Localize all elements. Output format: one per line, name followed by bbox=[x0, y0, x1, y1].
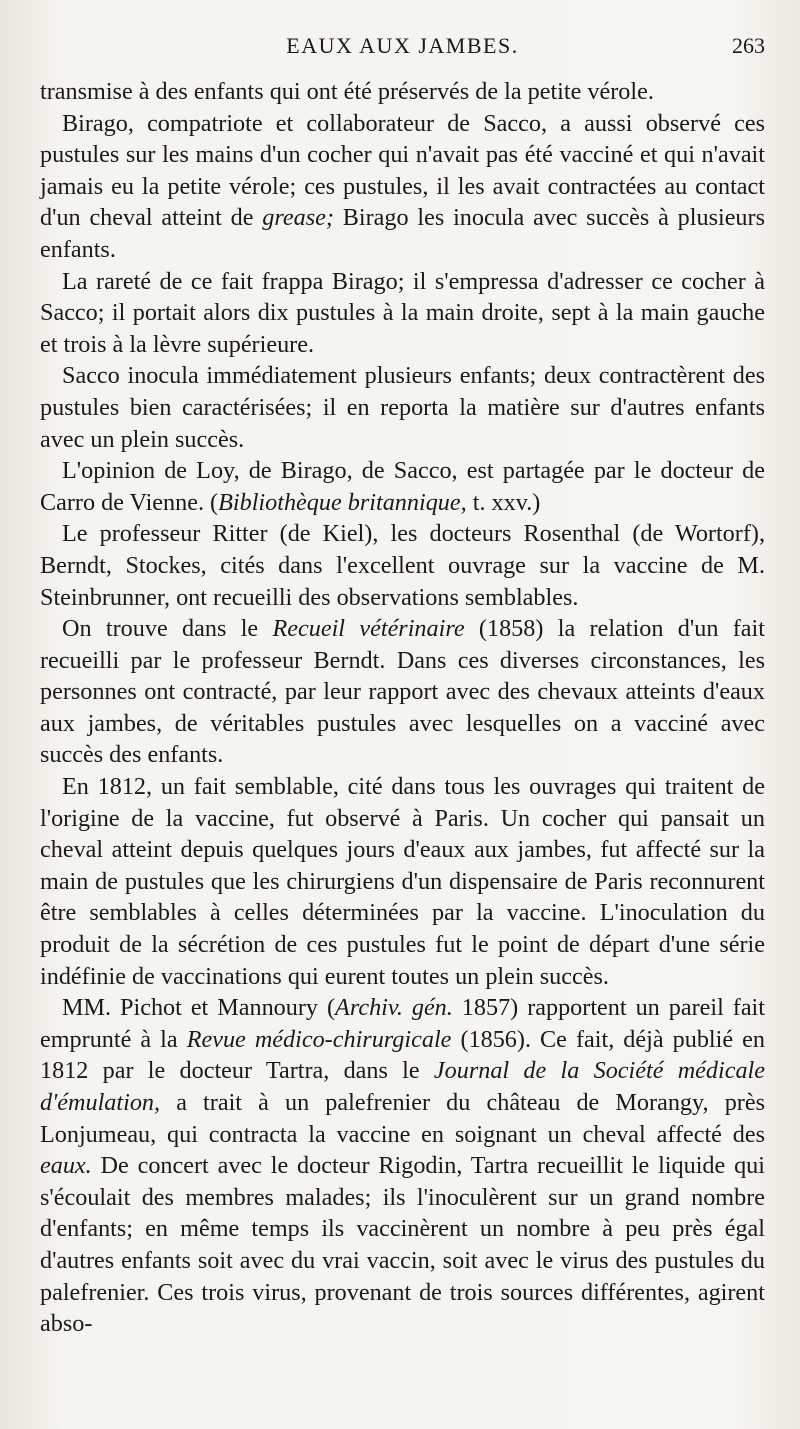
italic-text: eaux. bbox=[40, 1152, 92, 1180]
italic-text: Journal de la Société médicale d'émulation, bbox=[40, 1057, 765, 1116]
text-run: Birago, compatriote et collaborateur de Sacco, a aussi observé ces pustules sur les mains d'un cocher qui n'avait pas été vacciné et qui n'avait jamais eu la petite vérole; ces pustules, il les avait contractées au contact d'un cheval atteint de bbox=[40, 109, 765, 232]
text-run: Le professeur Ritter (de Kiel), les docteurs Rosenthal (de Wortorf), Berndt, Stockes, cités dans l'excellent ouvrage sur la vaccine de M. Steinbrunner, ont recueilli des observations semblables. bbox=[40, 520, 765, 611]
text-run: L'opinion de Loy, de Birago, de Sacco, est partagée par le docteur de Carro de Vienne. ( bbox=[40, 457, 765, 516]
page-number: 263 bbox=[732, 33, 765, 58]
body-text bbox=[40, 76, 765, 1340]
page-header bbox=[40, 30, 765, 66]
paragraph bbox=[40, 771, 765, 992]
text-run: MM. Pichot et Mannoury ( bbox=[62, 994, 336, 1022]
text-run: t. xxv.) bbox=[466, 488, 541, 516]
text-run: 1857) rapportent un pareil fait emprunté à la bbox=[40, 994, 765, 1053]
italic-text: Bibliothèque britannique, bbox=[218, 488, 467, 516]
paragraph bbox=[40, 76, 765, 108]
text-run: Sacco inocula immédiatement plusieurs enfants; deux contractèrent des pustules bien caractérisées; il en reporta la matière sur d'autres enfants avec un plein succès. bbox=[40, 362, 765, 453]
text-run: (1856). Ce fait, déjà publié en 1812 par le docteur Tartra, dans le bbox=[40, 1025, 765, 1085]
text-run: On trouve dans le bbox=[62, 615, 273, 643]
paragraph bbox=[40, 266, 765, 361]
italic-text: Revue médico-chirurgicale bbox=[186, 1025, 452, 1053]
text-run: transmise à des enfants qui ont été préservés de la petite vérole. bbox=[40, 78, 654, 105]
text-run: De concert avec le docteur Rigodin, Tartra recueillit le liquide qui s'écoulait des membres malades; ils l'inoculèrent sur un grand nombre d'enfants; en même temps ils vaccinèrent un nombre à peu près égal d'autres enfants soit avec du vrai vaccin, soit avec le virus des pustules du palefrenier. Ces trois virus, provenant de trois sources différentes, agirent abso- bbox=[40, 1152, 765, 1338]
running-head: EAUX AUX JAMBES. bbox=[286, 33, 519, 58]
paragraph bbox=[40, 108, 765, 266]
italic-text: Archiv. gén. bbox=[335, 994, 453, 1022]
text-run: Birago les inocula avec succès à plusieurs enfants. bbox=[40, 204, 765, 263]
italic-text: grease; bbox=[262, 204, 334, 232]
paragraph bbox=[40, 360, 765, 455]
italic-text: Recueil vétérinaire bbox=[272, 615, 465, 643]
text-run: a trait à un palefrenier du château de Morangy, près Lonjumeau, qui contracta la vaccine en soignant un cheval affecté des bbox=[40, 1089, 765, 1148]
paragraph bbox=[40, 455, 765, 518]
text-run: (1858) la relation d'un fait recueilli par le professeur Berndt. Dans ces diverses circonstances, les personnes ont contracté, par leur rapport avec des chevaux atteints d'eaux aux jambes, de véritables pustules avec lesquelles on a vacciné avec succès des enfants. bbox=[40, 615, 765, 769]
paragraph bbox=[40, 992, 765, 1340]
paragraph bbox=[40, 613, 765, 771]
text-run: La rareté de ce fait frappa Birago; il s'empressa d'adresser ce cocher à Sacco; il portait alors dix pustules à la main droite, sept à la main gauche et trois à la lèvre supérieure. bbox=[40, 267, 765, 358]
paragraph bbox=[40, 518, 765, 613]
text-run: En 1812, un fait semblable, cité dans tous les ouvrages qui traitent de l'origine de la vaccine, fut observé à Paris. Un cocher qui pansait un cheval atteint depuis quelques jours d'eaux aux jambes, fut affecté sur la main de pustules que les chirurgiens d'un dispensaire de Paris reconnurent être semblables à celles déterminées par la vaccine. L'inoculation du produit de la sécrétion de ces pustules fut le point de départ d'une série indéfinie de vaccinations qui eurent toutes un plein succès. bbox=[40, 773, 765, 990]
